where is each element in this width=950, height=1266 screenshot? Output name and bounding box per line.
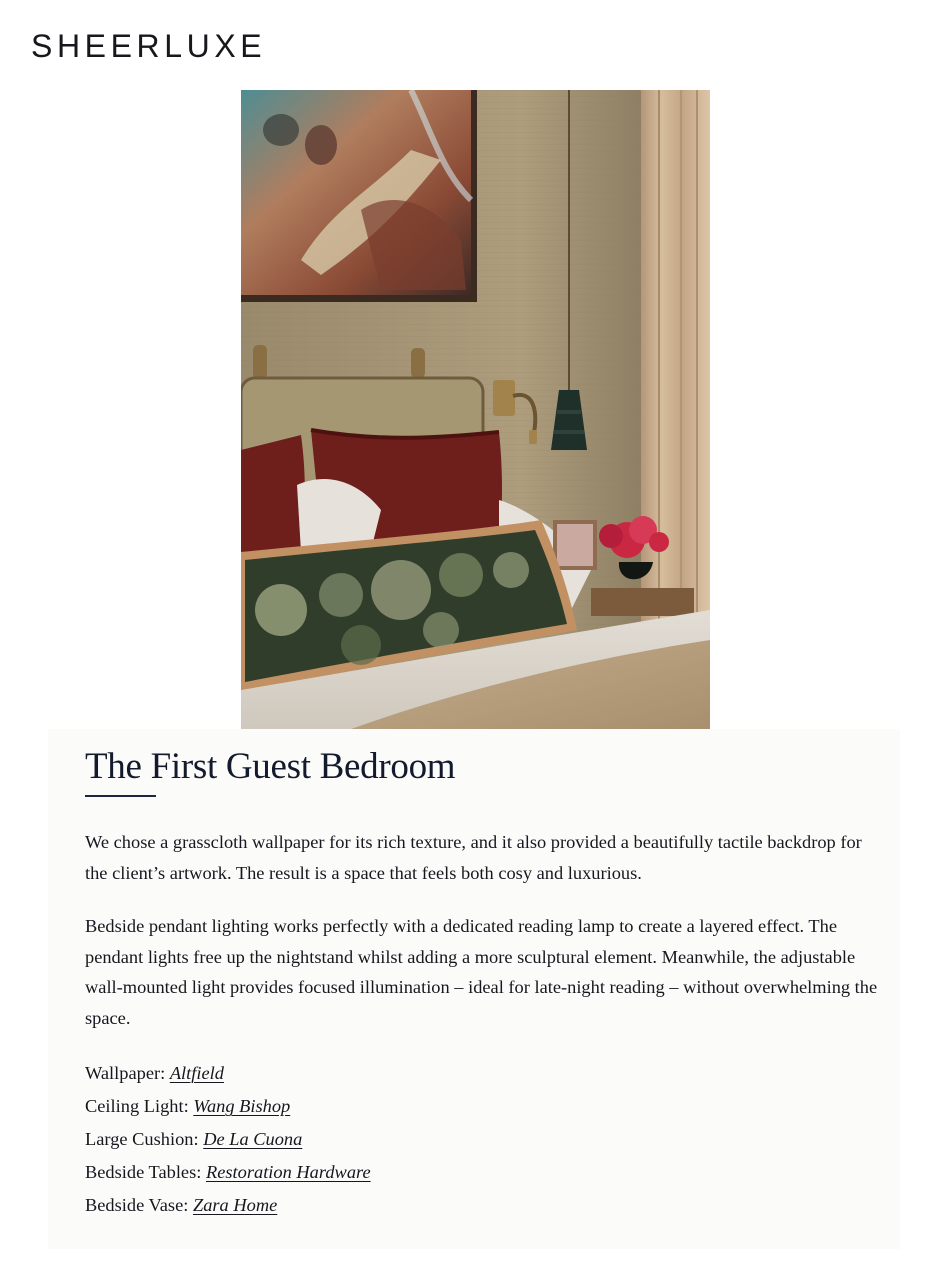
credit-link-restoration-hardware[interactable]: Restoration Hardware bbox=[205, 1162, 371, 1182]
article-title: The First Guest Bedroom bbox=[85, 746, 456, 787]
credit-item bbox=[85, 1057, 371, 1090]
credit-label: Ceiling Light: bbox=[85, 1096, 189, 1116]
credit-item bbox=[85, 1123, 371, 1156]
credit-link-zara-home[interactable]: Zara Home bbox=[192, 1195, 278, 1215]
product-credits-list bbox=[85, 1057, 371, 1222]
credit-link-altfield[interactable]: Altfield bbox=[169, 1063, 224, 1083]
credit-label: Bedside Tables: bbox=[85, 1162, 202, 1182]
bedroom-photo bbox=[241, 90, 710, 729]
credit-label: Large Cushion: bbox=[85, 1129, 199, 1149]
credit-item bbox=[85, 1090, 371, 1123]
credit-label: Wallpaper: bbox=[85, 1063, 166, 1083]
credit-link-de-la-cuona[interactable]: De La Cuona bbox=[203, 1129, 303, 1149]
credit-label: Bedside Vase: bbox=[85, 1195, 189, 1215]
hero-image bbox=[241, 90, 710, 729]
credit-item bbox=[85, 1189, 371, 1222]
title-underline-divider bbox=[85, 795, 156, 797]
credit-item bbox=[85, 1156, 371, 1189]
credit-link-wang-bishop[interactable]: Wang Bishop bbox=[193, 1096, 291, 1116]
site-logo[interactable]: SHEERLUXE bbox=[31, 28, 267, 64]
article-paragraph: Bedside pendant lighting works perfectly with a dedicated reading lamp to create a layered effect. The pendant lights free up the nightstand whilst adding a more sculptural element. Meanwhile, the adjustable wall-mounted light provides focused illumination – ideal for late-night reading – without overwhelming the space. bbox=[85, 916, 878, 1028]
article-paragraph: We chose a grasscloth wallpaper for its rich texture, and it also provided a beautifully tactile backdrop for the client’s artwork. The result is a space that feels both cosy and luxurious. bbox=[85, 832, 862, 883]
